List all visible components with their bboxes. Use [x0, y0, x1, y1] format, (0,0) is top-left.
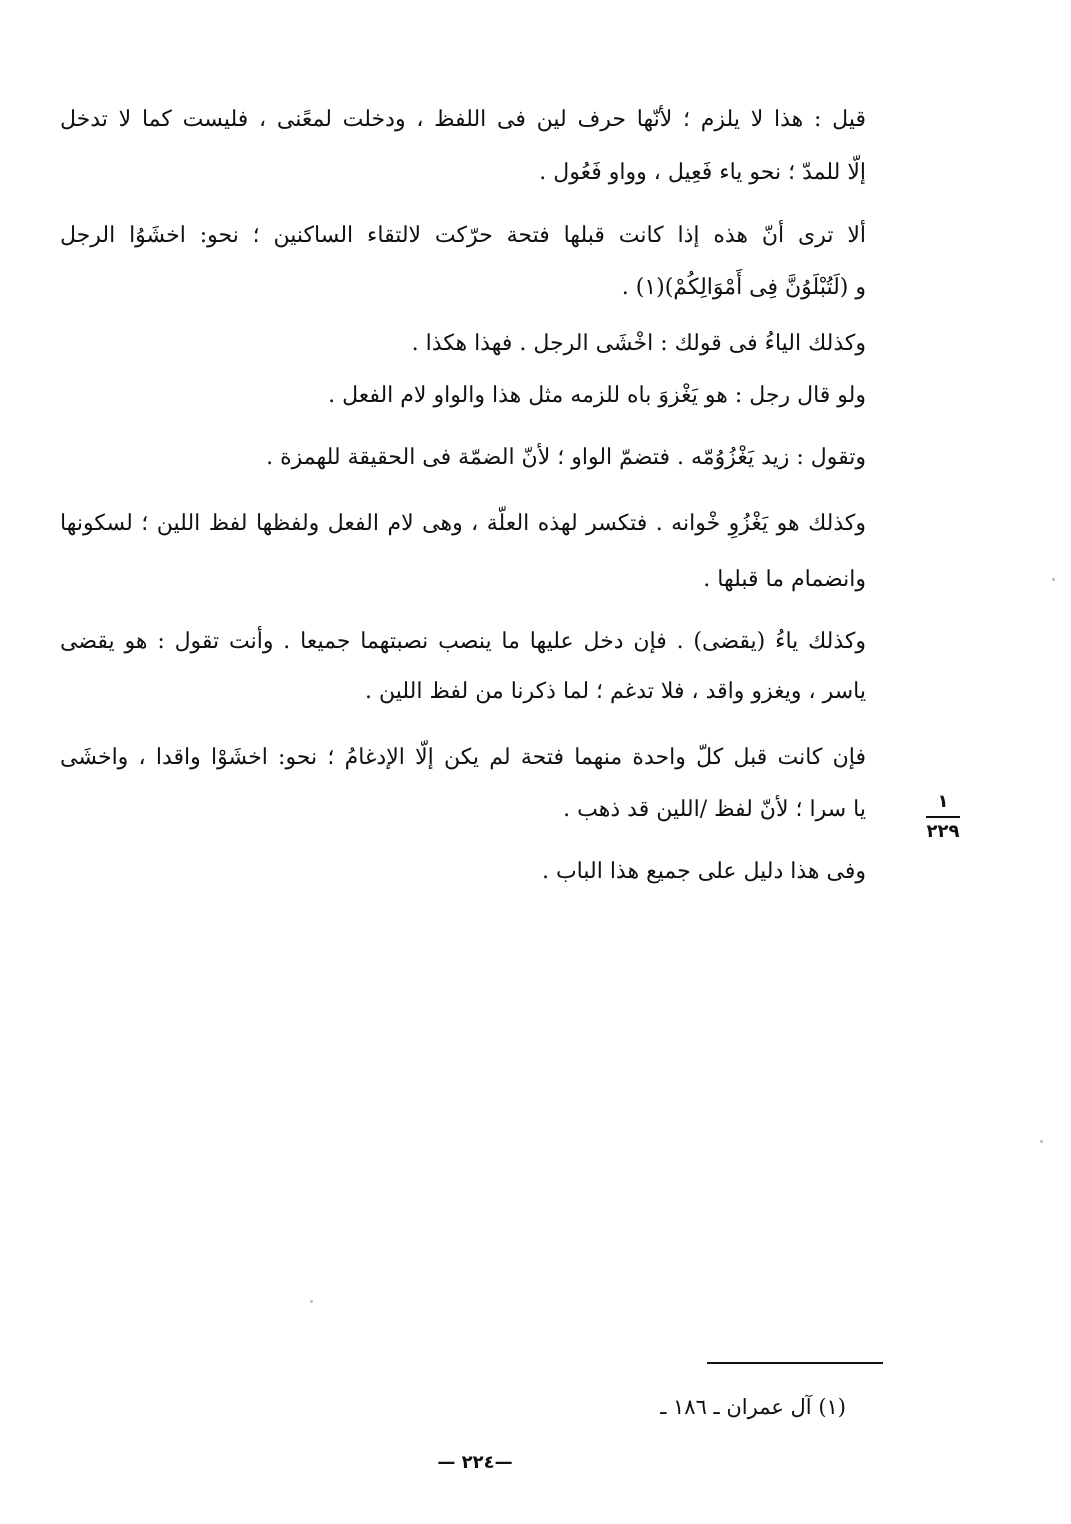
scan-speck: [310, 1300, 313, 1303]
margin-folio-note: [918, 790, 968, 844]
margin-note-bottom: ٢٢٩: [926, 821, 960, 842]
margin-note-divider: [926, 816, 960, 818]
footnote-separator: [707, 1362, 883, 1364]
page-number: — ٢٢٤—: [437, 1452, 513, 1473]
margin-note-top: ١: [937, 791, 949, 812]
scan-speck: [1040, 1140, 1043, 1143]
text-line: وتقول : زيد يَغْزُوُمّه . فتضمّ الواو ؛ لأنّ الضمّة فى الحقيقة للهمزة .: [266, 445, 866, 470]
footnote: (١) آل عمران ـ ١٨٦ ـ: [660, 1395, 846, 1419]
scan-speck: [1052, 578, 1055, 581]
text-line: قيل : هذا لا يلزم ؛ لأنّها حرف لين فى اللفظ ، ودخلت لمعًنى ، فليست كما لا تدخل: [60, 107, 866, 132]
text-line: وكذلك ياءُ (يقضى) . فإن دخل عليها ما ينصب نصبتهما جميعا . وأنت تقول : هو يقضى: [60, 629, 866, 654]
text-line: وانضمام ما قبلها .: [703, 567, 866, 592]
text-line: ياسر ، ويغزو واقد ، فلا تدغم ؛ لما ذكرنا من لفظ اللين .: [365, 679, 866, 704]
text-line: فإن كانت قبل كلّ واحدة منهما فتحة لم يكن إلّا الإدغامُ ؛ نحو: اخشَوْا واقدا ، واخشَى: [60, 745, 866, 770]
text-line: ولو قال رجل : هو يَغْزوَ باه للزمه مثل هذا والواو لام الفعل .: [328, 383, 866, 408]
text-line: إلّا للمدّ ؛ نحو ياء فَعِيل ، وواو فَعُول .: [539, 160, 866, 185]
text-line: وكذلك الياءُ فى قولك : اخْشَى الرجل . فهذا هكذا .: [411, 331, 866, 356]
text-line: و (لَتُبْلَوُنَّ فِى أَمْوَالِكُمْ)(١) .: [621, 275, 866, 300]
text-line: ألا ترى أنّ هذه إذا كانت قبلها فتحة حرّكت لالتقاء الساكنين ؛ نحو: اخشَوُا الرجل: [60, 223, 866, 248]
text-line: وكذلك هو يَغْزُوِ خْوانه . فتكسر لهذه العلّة ، وهى لام الفعل ولفظها لفظ اللين ؛ لسكونها: [60, 511, 866, 536]
text-line: يا سرا ؛ لأنّ لفظ /اللين قد ذهب .: [563, 797, 866, 822]
text-line: وفى هذا دليل على جميع هذا الباب .: [541, 859, 866, 884]
